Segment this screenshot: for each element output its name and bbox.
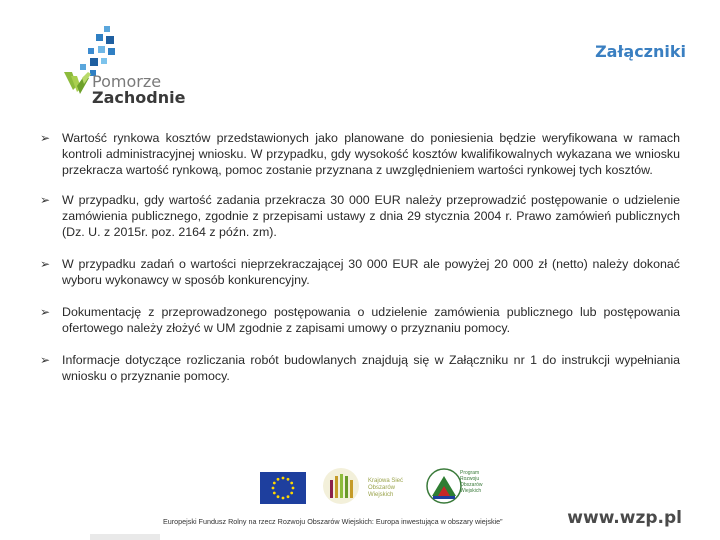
- list-item: [40, 130, 680, 178]
- website-url: www.wzp.pl: [567, 508, 682, 528]
- arrow-bullet-icon: ➢: [40, 131, 51, 145]
- arrow-bullet-icon: ➢: [40, 193, 51, 207]
- eu-fund-caption: Europejski Fundusz Rolny na rzecz Rozwoju Obszarów Wiejskich: Europa inwestująca w obszary wiejskie”: [163, 517, 503, 526]
- list-item: [40, 352, 680, 384]
- list-item: [40, 304, 680, 336]
- list-item-text: W przypadku, gdy wartość zadania przekracza 30 000 EUR należy przeprowadzić postępowanie o udzielenie zamówienia publicznego, zgodnie z przepisami ustawy z dnia 29 stycznia 2004 r. Prawo zamówień publicznych (Dz. U. z 2015r. poz. 2164 z późn. zm).: [62, 193, 680, 239]
- logo-line-2: Zachodnie: [92, 88, 186, 107]
- logo-line-1: Pomorze: [92, 72, 162, 91]
- list-item: [40, 192, 680, 240]
- ksow-leader-logo: [316, 466, 366, 506]
- list-item-text: Informacje dotyczące rozliczania robót budowlanych znajdują się w Załączniku nr 1 do instrukcji wypełniania wniosku o przyznanie pomocy.: [62, 353, 680, 383]
- ksow-text: Krajowa Sieć Obszarów Wiejskich: [368, 478, 404, 498]
- eu-flag-icon: [260, 472, 306, 504]
- arrow-bullet-icon: ➢: [40, 305, 51, 319]
- prow-text: Program Rozwoju Obszarów Wiejskich: [460, 470, 483, 494]
- footer-logos: [260, 466, 483, 512]
- page-title: Załączniki: [595, 42, 686, 61]
- list-item: [40, 256, 680, 288]
- list-item-text: Wartość rynkowa kosztów przedstawionych jako planowane do poniesienia będzie weryfikowana w ramach kontroli administracyjnej wniosku. W przypadku, gdy wysokość kosztów kwalifikowalnych wykazana we wniosku przekracza wartość rynkową, pomoc zostanie przyznana z uwzględnieniem wartości rynkowej tych kosztów.: [62, 131, 680, 177]
- logo-text: [92, 74, 185, 106]
- list-item-text: W przypadku zadań o wartości nieprzekraczającej 30 000 EUR ale powyżej 20 000 zł (netto) należy dokonać wyboru wykonawcy w sposób konkurencyjny.: [62, 257, 680, 287]
- prow-logo: [424, 466, 464, 506]
- list-item-text: Dokumentację z przeprowadzonego postępowania o udzielenie zamówienia publicznego lub postępowania ofertowego należy złożyć w UM zgodnie z zapisami umowy o przyznaniu pomocy.: [62, 305, 680, 335]
- arrow-bullet-icon: ➢: [40, 353, 51, 367]
- arrow-bullet-icon: ➢: [40, 257, 51, 271]
- footer-bar: [90, 534, 160, 540]
- bullet-list: [40, 130, 680, 400]
